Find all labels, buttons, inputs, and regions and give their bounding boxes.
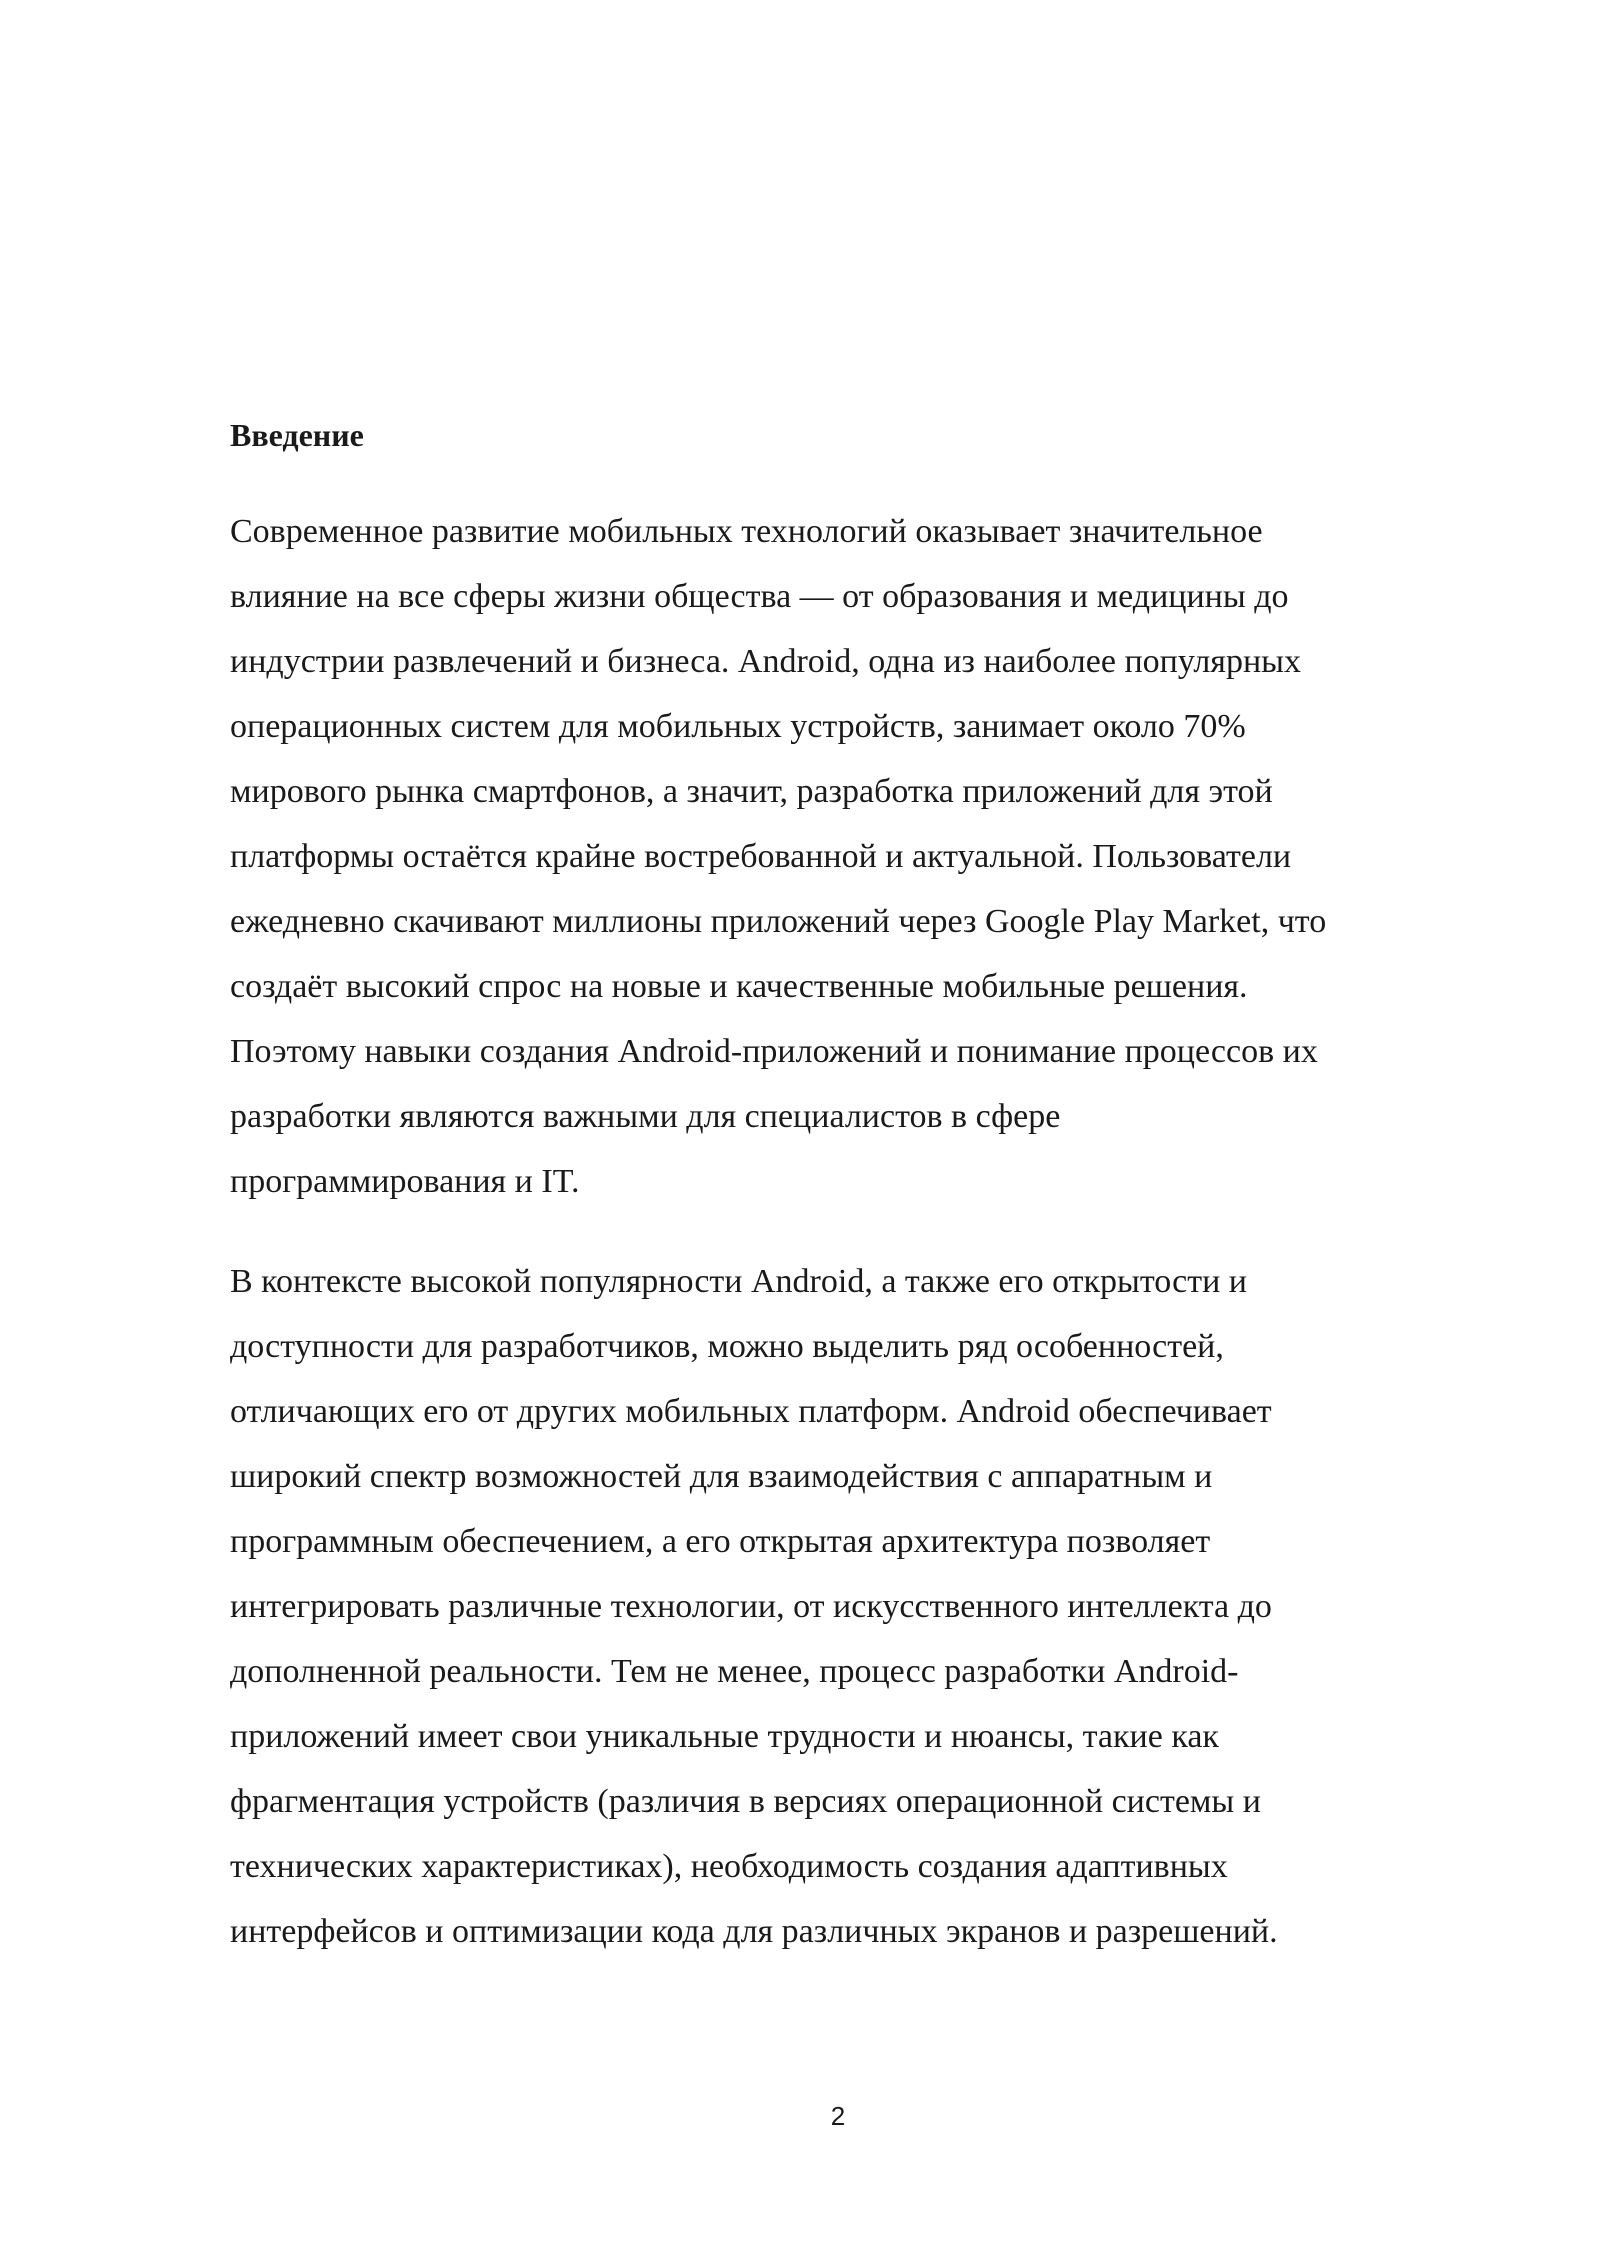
page-content	[230, 410, 1480, 1964]
section-heading: Введение	[230, 417, 364, 453]
page-number: 2	[830, 2101, 846, 2131]
paragraph-1: Современное развитие мобильных технологий оказывает значительное влияние на все сферы жизни общества — от образования и медицины до индустрии развлечений и бизнеса. Android, одна из наиболее популярных операционных систем для мобильных устройств, занимает около 70% мирового рынка смартфонов, а значит, разработка приложений для этой платформы остаётся крайне востребованной и актуальной. Пользователи ежедневно скачивают миллионы приложений через Google Play Market, что создаёт высокий спрос на новые и качественные мобильные решения. Поэтому навыки создания Android-приложений и понимание процессов их разработки являются важными для специалистов в сфере программирования и IT.	[230, 513, 1327, 1200]
paragraph-2: В контексте высокой популярности Android, а также его открытости и доступности для разработчиков, можно выделить ряд особенностей, отличающих его от других мобильных платформ. Android обеспечивает широкий спектр возможностей для взаимодействия с аппаратным и программным обеспечением, а его открытая архитектура позволяет интегрировать различные технологии, от искусственного интеллекта до дополненной реальности. Тем не менее, процесс разработки Android- приложений имеет свои уникальные трудности и нюансы, такие как фрагментация устройств (различия в версиях операционной системы и технических характеристиках), необходимость создания адаптивных интерфейсов и оптимизации кода для различных экранов и разрешений.	[230, 1263, 1278, 1950]
